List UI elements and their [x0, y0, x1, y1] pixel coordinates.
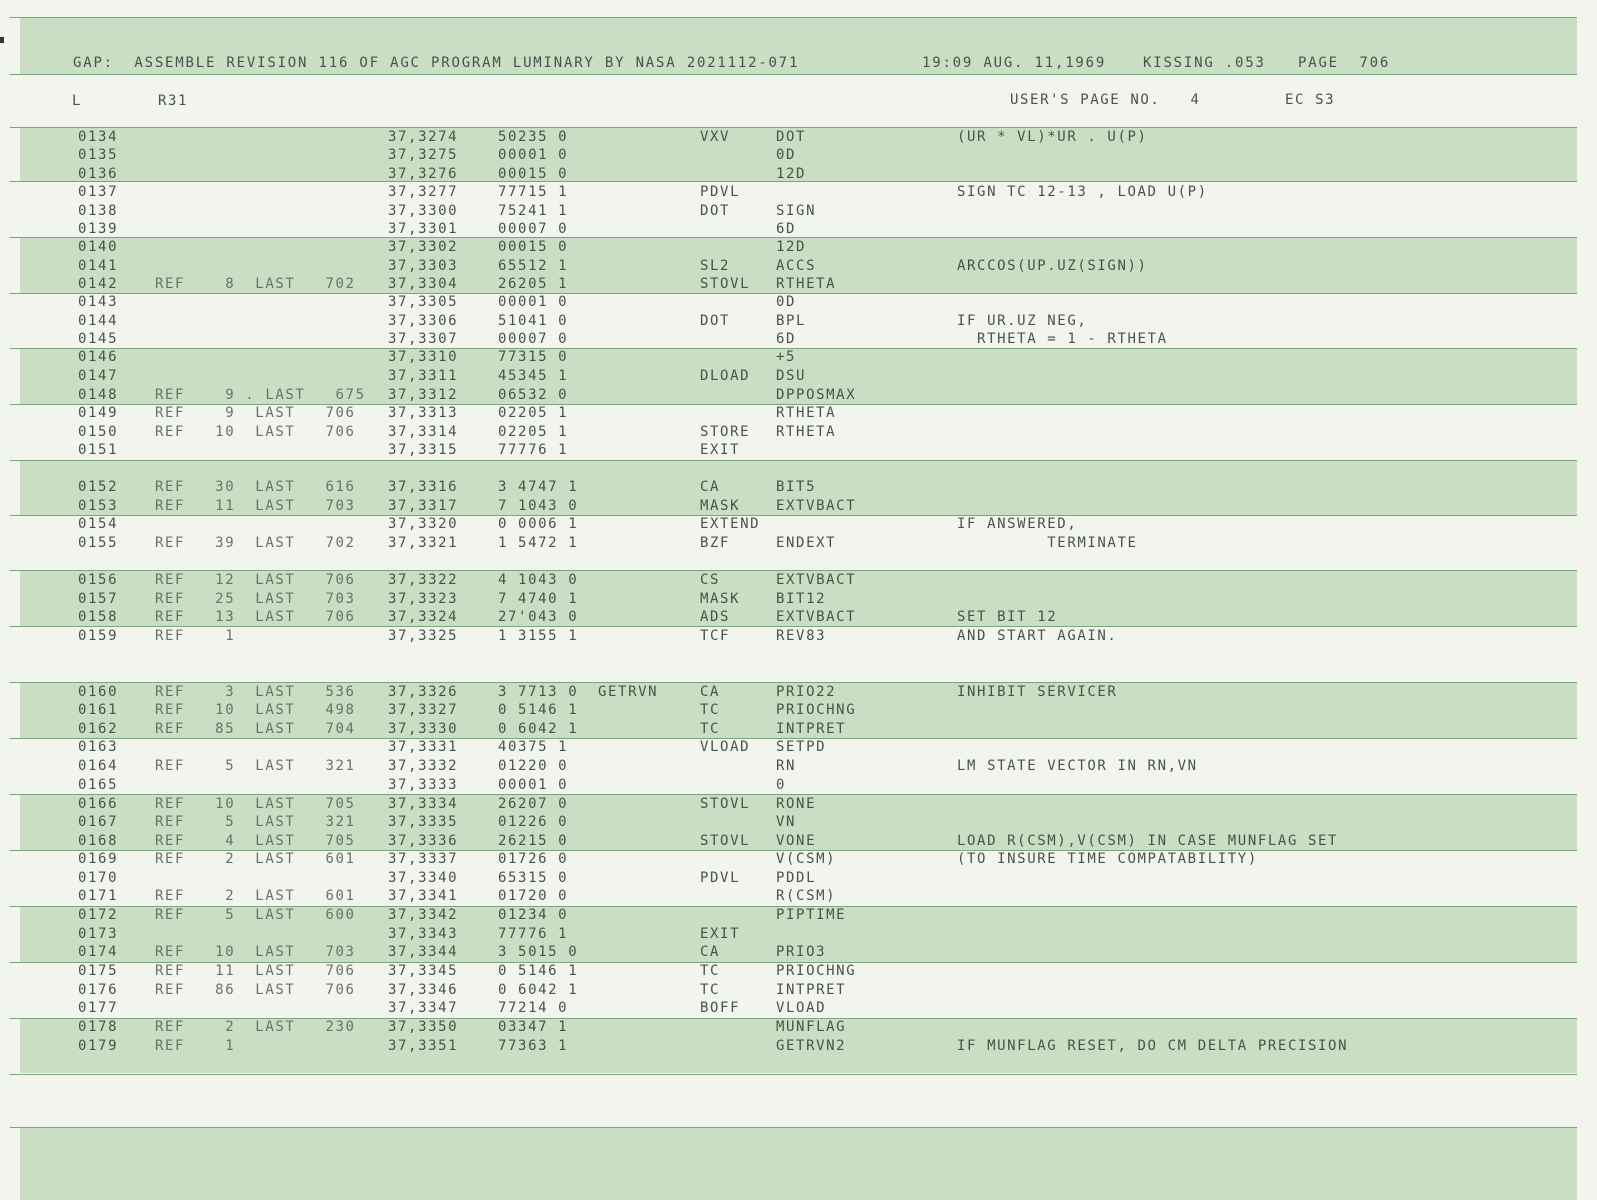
row-ref-info: REF 5 LAST 321 — [155, 758, 356, 774]
row-line-number: 0172 — [78, 907, 119, 923]
row-operand: EXTVBACT — [776, 498, 857, 514]
row-address: 37,3311 — [388, 368, 459, 384]
row-line-number: 0135 — [78, 147, 119, 163]
footer-rule — [10, 1127, 1577, 1128]
row-opcode: EXTEND — [700, 516, 761, 532]
subheader-users-page: USER'S PAGE NO. 4 — [1010, 92, 1201, 108]
row-ref-info: REF 9 LAST 706 — [155, 405, 356, 421]
row-line-number: 0173 — [78, 926, 119, 942]
row-opcode: TC — [700, 702, 721, 718]
row-comment: ARCCOS(UP.UZ(SIGN)) — [957, 258, 1148, 274]
row-opcode: PDVL — [700, 184, 741, 200]
row-address: 37,3332 — [388, 758, 459, 774]
row-opcode: DOT — [700, 203, 731, 219]
row-address: 37,3346 — [388, 982, 459, 998]
row-line-number: 0147 — [78, 368, 119, 384]
row-line-number: 0154 — [78, 516, 119, 532]
row-comment: (TO INSURE TIME COMPATABILITY) — [957, 851, 1258, 867]
row-address: 37,3324 — [388, 609, 459, 625]
row-address: 37,3343 — [388, 926, 459, 942]
row-octal-code: 00015 0 — [498, 239, 569, 255]
header-bottom-rule — [10, 74, 1577, 75]
row-ref-info: REF 11 LAST 703 — [155, 498, 356, 514]
row-octal-code: 03347 1 — [498, 1019, 569, 1035]
row-comment: INHIBIT SERVICER — [957, 684, 1118, 700]
row-line-number: 0141 — [78, 258, 119, 274]
row-octal-code: 02205 1 — [498, 424, 569, 440]
row-line-number: 0150 — [78, 424, 119, 440]
row-address: 37,3340 — [388, 870, 459, 886]
row-line-number: 0176 — [78, 982, 119, 998]
row-operand: MUNFLAG — [776, 1019, 847, 1035]
row-separator-rule — [10, 1074, 1577, 1075]
row-line-number: 0153 — [78, 498, 119, 514]
row-opcode: CS — [700, 572, 721, 588]
header-kissing: KISSING .053 — [1143, 55, 1266, 71]
row-line-number: 0177 — [78, 1000, 119, 1016]
row-line-number: 0146 — [78, 349, 119, 365]
row-line-number: 0143 — [78, 294, 119, 310]
row-line-number: 0175 — [78, 963, 119, 979]
row-octal-code: 7 1043 0 — [498, 498, 579, 514]
header-page-number: PAGE 706 — [1298, 55, 1391, 71]
row-ref-info: REF 8 LAST 702 — [155, 276, 356, 292]
row-address: 37,3277 — [388, 184, 459, 200]
row-operand: EXTVBACT — [776, 609, 857, 625]
footer-band — [20, 1128, 1577, 1200]
row-line-number: 0174 — [78, 944, 119, 960]
row-operand: V(CSM) — [776, 851, 837, 867]
row-operand: PRIOCHNG — [776, 963, 857, 979]
row-line-number: 0136 — [78, 166, 119, 182]
row-address: 37,3302 — [388, 239, 459, 255]
row-line-number: 0145 — [78, 331, 119, 347]
row-octal-code: 0 6042 1 — [498, 982, 579, 998]
row-ref-info: REF 39 LAST 702 — [155, 535, 356, 551]
row-operand: 0D — [776, 147, 797, 163]
row-octal-code: 0 0006 1 — [498, 516, 579, 532]
row-comment: IF ANSWERED, — [957, 516, 1078, 532]
row-operand: INTPRET — [776, 982, 847, 998]
row-octal-code: 26215 0 — [498, 833, 569, 849]
header-top-rule — [10, 17, 1577, 18]
row-ref-info: REF 3 LAST 536 — [155, 684, 356, 700]
row-comment: RTHETA = 1 - RTHETA — [957, 331, 1168, 347]
row-address: 37,3314 — [388, 424, 459, 440]
row-line-number: 0167 — [78, 814, 119, 830]
row-ref-info: REF 5 LAST 321 — [155, 814, 356, 830]
row-opcode: ADS — [700, 609, 731, 625]
row-address: 37,3327 — [388, 702, 459, 718]
header-title: GAP: ASSEMBLE REVISION 116 OF AGC PROGRAM LUMINARY BY NASA 2021112-071 — [73, 55, 800, 71]
row-line-number: 0139 — [78, 221, 119, 237]
row-operand: PRIO22 — [776, 684, 837, 700]
row-operand: SIGN — [776, 203, 817, 219]
row-address: 37,3307 — [388, 331, 459, 347]
row-octal-code: 75241 1 — [498, 203, 569, 219]
row-address: 37,3334 — [388, 796, 459, 812]
row-address: 37,3304 — [388, 276, 459, 292]
row-octal-code: 06532 0 — [498, 387, 569, 403]
row-operand: VLOAD — [776, 1000, 827, 1016]
row-line-number: 0162 — [78, 721, 119, 737]
row-line-number: 0159 — [78, 628, 119, 644]
row-comment: (UR * VL)*UR . U(P) — [957, 129, 1148, 145]
row-address: 37,3323 — [388, 591, 459, 607]
row-comment: SIGN TC 12-13 , LOAD U(P) — [957, 184, 1208, 200]
row-address: 37,3325 — [388, 628, 459, 644]
row-operand: RTHETA — [776, 405, 837, 421]
row-address: 37,3341 — [388, 888, 459, 904]
row-address: 37,3322 — [388, 572, 459, 588]
row-operand: VN — [776, 814, 797, 830]
subheader-routine: R31 — [158, 93, 189, 109]
row-address: 37,3316 — [388, 479, 459, 495]
row-opcode: MASK — [700, 591, 741, 607]
row-ref-info: REF 2 LAST 601 — [155, 888, 356, 904]
row-operand: 12D — [776, 239, 807, 255]
row-line-number: 0148 — [78, 387, 119, 403]
row-ref-info: REF 12 LAST 706 — [155, 572, 356, 588]
row-line-number: 0134 — [78, 129, 119, 145]
row-address: 37,3305 — [388, 294, 459, 310]
row-address: 37,3317 — [388, 498, 459, 514]
row-ref-info: REF 10 LAST 703 — [155, 944, 356, 960]
row-opcode: CA — [700, 684, 721, 700]
row-address: 37,3315 — [388, 442, 459, 458]
row-opcode: MASK — [700, 498, 741, 514]
row-operand: REV83 — [776, 628, 827, 644]
row-operand: GETRVN2 — [776, 1038, 847, 1054]
row-opcode: BZF — [700, 535, 731, 551]
row-operand: RN — [776, 758, 797, 774]
row-separator-rule — [10, 460, 1577, 461]
row-octal-code: 02205 1 — [498, 405, 569, 421]
row-octal-code: 77214 0 — [498, 1000, 569, 1016]
row-operand: INTPRET — [776, 721, 847, 737]
row-ref-info: REF 86 LAST 706 — [155, 982, 356, 998]
row-address: 37,3350 — [388, 1019, 459, 1035]
row-operand: RONE — [776, 796, 817, 812]
row-ref-info: REF 85 LAST 704 — [155, 721, 356, 737]
row-octal-code: 01234 0 — [498, 907, 569, 923]
row-octal-code: 77715 1 — [498, 184, 569, 200]
row-octal-code: 0 5146 1 — [498, 702, 579, 718]
row-ref-info: REF 1 — [155, 628, 236, 644]
row-octal-code: 7 4740 1 — [498, 591, 579, 607]
row-address: 37,3300 — [388, 203, 459, 219]
row-address: 37,3321 — [388, 535, 459, 551]
row-operand: VONE — [776, 833, 817, 849]
row-octal-code: 77776 1 — [498, 442, 569, 458]
row-octal-code: 00001 0 — [498, 777, 569, 793]
row-opcode: EXIT — [700, 442, 741, 458]
row-opcode: DLOAD — [700, 368, 751, 384]
row-comment: TERMINATE — [957, 535, 1138, 551]
row-octal-code: 26205 1 — [498, 276, 569, 292]
row-opcode: STOVL — [700, 796, 751, 812]
row-address: 37,3345 — [388, 963, 459, 979]
row-opcode: TC — [700, 963, 721, 979]
row-ref-info: REF 11 LAST 706 — [155, 963, 356, 979]
row-octal-code: 01726 0 — [498, 851, 569, 867]
row-ref-info: REF 30 LAST 616 — [155, 479, 356, 495]
row-opcode: EXIT — [700, 926, 741, 942]
row-symbol-label: GETRVN — [598, 684, 659, 700]
row-octal-code: 3 7713 0 — [498, 684, 579, 700]
row-line-number: 0142 — [78, 276, 119, 292]
row-line-number: 0168 — [78, 833, 119, 849]
row-ref-info: REF 9 . LAST 675 — [155, 387, 366, 403]
row-octal-code: 77776 1 — [498, 926, 569, 942]
row-opcode: VXV — [700, 129, 731, 145]
row-operand: PIPTIME — [776, 907, 847, 923]
row-address: 37,3306 — [388, 313, 459, 329]
row-address: 37,3331 — [388, 739, 459, 755]
row-operand: BIT5 — [776, 479, 817, 495]
row-opcode: STOVL — [700, 276, 751, 292]
row-line-number: 0152 — [78, 479, 119, 495]
row-address: 37,3347 — [388, 1000, 459, 1016]
row-opcode: STOVL — [700, 833, 751, 849]
row-operand: PRIOCHNG — [776, 702, 857, 718]
row-octal-code: 00001 0 — [498, 147, 569, 163]
row-line-number: 0178 — [78, 1019, 119, 1035]
row-operand: BIT12 — [776, 591, 827, 607]
row-operand: DSU — [776, 368, 807, 384]
row-address: 37,3342 — [388, 907, 459, 923]
row-octal-code: 1 3155 1 — [498, 628, 579, 644]
row-operand: 0D — [776, 294, 797, 310]
row-operand: PRIO3 — [776, 944, 827, 960]
row-line-number: 0166 — [78, 796, 119, 812]
subheader-l: L — [72, 93, 83, 109]
row-operand: DPPOSMAX — [776, 387, 857, 403]
row-address: 37,3276 — [388, 166, 459, 182]
row-address: 37,3335 — [388, 814, 459, 830]
row-operand: ENDEXT — [776, 535, 837, 551]
row-octal-code: 40375 1 — [498, 739, 569, 755]
row-operand: PDDL — [776, 870, 817, 886]
row-operand: RTHETA — [776, 276, 837, 292]
row-opcode: DOT — [700, 313, 731, 329]
row-line-number: 0165 — [78, 777, 119, 793]
row-ref-info: REF 1 — [155, 1038, 236, 1054]
row-line-number: 0144 — [78, 313, 119, 329]
row-operand: R(CSM) — [776, 888, 837, 904]
row-line-number: 0156 — [78, 572, 119, 588]
row-comment: IF UR.UZ NEG, — [957, 313, 1088, 329]
row-octal-code: 27'043 0 — [498, 609, 579, 625]
row-address: 37,3333 — [388, 777, 459, 793]
row-address: 37,3301 — [388, 221, 459, 237]
row-octal-code: 1 5472 1 — [498, 535, 579, 551]
row-operand: 12D — [776, 166, 807, 182]
row-comment: IF MUNFLAG RESET, DO CM DELTA PRECISION — [957, 1038, 1349, 1054]
row-address: 37,3351 — [388, 1038, 459, 1054]
row-line-number: 0179 — [78, 1038, 119, 1054]
row-address: 37,3303 — [388, 258, 459, 274]
row-operand: 6D — [776, 331, 797, 347]
row-line-number: 0157 — [78, 591, 119, 607]
row-opcode: TC — [700, 721, 721, 737]
row-address: 37,3326 — [388, 684, 459, 700]
row-operand: 6D — [776, 221, 797, 237]
row-opcode: SL2 — [700, 258, 731, 274]
row-octal-code: 45345 1 — [498, 368, 569, 384]
row-octal-code: 00007 0 — [498, 331, 569, 347]
row-line-number: 0160 — [78, 684, 119, 700]
row-octal-code: 00001 0 — [498, 294, 569, 310]
row-line-number: 0137 — [78, 184, 119, 200]
row-octal-code: 00015 0 — [498, 166, 569, 182]
row-line-number: 0163 — [78, 739, 119, 755]
row-line-number: 0151 — [78, 442, 119, 458]
row-ref-info: REF 4 LAST 705 — [155, 833, 356, 849]
row-ref-info: REF 10 LAST 705 — [155, 796, 356, 812]
row-operand: +5 — [776, 349, 797, 365]
row-separator-rule — [10, 515, 1577, 516]
row-octal-code: 0 5146 1 — [498, 963, 579, 979]
row-comment: SET BIT 12 — [957, 609, 1058, 625]
row-line-number: 0171 — [78, 888, 119, 904]
header-timestamp: 19:09 AUG. 11,1969 — [922, 55, 1107, 71]
row-octal-code: 65315 0 — [498, 870, 569, 886]
row-ref-info: REF 5 LAST 600 — [155, 907, 356, 923]
row-ref-info: REF 13 LAST 706 — [155, 609, 356, 625]
row-address: 37,3313 — [388, 405, 459, 421]
row-address: 37,3312 — [388, 387, 459, 403]
row-octal-code: 4 1043 0 — [498, 572, 579, 588]
row-address: 37,3337 — [388, 851, 459, 867]
row-ref-info: REF 25 LAST 703 — [155, 591, 356, 607]
row-opcode: VLOAD — [700, 739, 751, 755]
row-ref-info: REF 10 LAST 498 — [155, 702, 356, 718]
row-comment: LM STATE VECTOR IN RN,VN — [957, 758, 1198, 774]
row-line-number: 0164 — [78, 758, 119, 774]
row-line-number: 0170 — [78, 870, 119, 886]
row-ref-info: REF 2 LAST 230 — [155, 1019, 356, 1035]
row-opcode: STORE — [700, 424, 751, 440]
row-address: 37,3310 — [388, 349, 459, 365]
row-octal-code: 01226 0 — [498, 814, 569, 830]
row-opcode: CA — [700, 944, 721, 960]
row-opcode: TC — [700, 982, 721, 998]
row-octal-code: 0 6042 1 — [498, 721, 579, 737]
row-opcode: CA — [700, 479, 721, 495]
row-operand: 0 — [776, 777, 787, 793]
row-address: 37,3274 — [388, 129, 459, 145]
row-address: 37,3275 — [388, 147, 459, 163]
subheader-ec: EC S3 — [1285, 92, 1336, 108]
row-line-number: 0140 — [78, 239, 119, 255]
row-operand: EXTVBACT — [776, 572, 857, 588]
row-octal-code: 51041 0 — [498, 313, 569, 329]
row-ref-info: REF 2 LAST 601 — [155, 851, 356, 867]
row-operand: DOT — [776, 129, 807, 145]
row-octal-code: 01720 0 — [498, 888, 569, 904]
row-octal-code: 65512 1 — [498, 258, 569, 274]
row-line-number: 0138 — [78, 203, 119, 219]
row-address: 37,3330 — [388, 721, 459, 737]
row-octal-code: 3 5015 0 — [498, 944, 579, 960]
row-line-number: 0158 — [78, 609, 119, 625]
row-line-number: 0161 — [78, 702, 119, 718]
row-comment: AND START AGAIN. — [957, 628, 1118, 644]
tractor-hole-mark — [0, 37, 4, 43]
row-opcode: TCF — [700, 628, 731, 644]
row-address: 37,3336 — [388, 833, 459, 849]
row-opcode: BOFF — [700, 1000, 741, 1016]
row-address: 37,3344 — [388, 944, 459, 960]
row-octal-code: 01220 0 — [498, 758, 569, 774]
row-ref-info: REF 10 LAST 706 — [155, 424, 356, 440]
row-octal-code: 3 4747 1 — [498, 479, 579, 495]
row-octal-code: 77363 1 — [498, 1038, 569, 1054]
row-operand: ACCS — [776, 258, 817, 274]
row-operand: SETPD — [776, 739, 827, 755]
row-opcode: PDVL — [700, 870, 741, 886]
row-line-number: 0155 — [78, 535, 119, 551]
row-octal-code: 50235 0 — [498, 129, 569, 145]
row-comment: LOAD R(CSM),V(CSM) IN CASE MUNFLAG SET — [957, 833, 1339, 849]
row-octal-code: 26207 0 — [498, 796, 569, 812]
row-address: 37,3320 — [388, 516, 459, 532]
row-line-number: 0149 — [78, 405, 119, 421]
row-operand: BPL — [776, 313, 807, 329]
row-operand: RTHETA — [776, 424, 837, 440]
row-line-number: 0169 — [78, 851, 119, 867]
row-octal-code: 77315 0 — [498, 349, 569, 365]
row-octal-code: 00007 0 — [498, 221, 569, 237]
